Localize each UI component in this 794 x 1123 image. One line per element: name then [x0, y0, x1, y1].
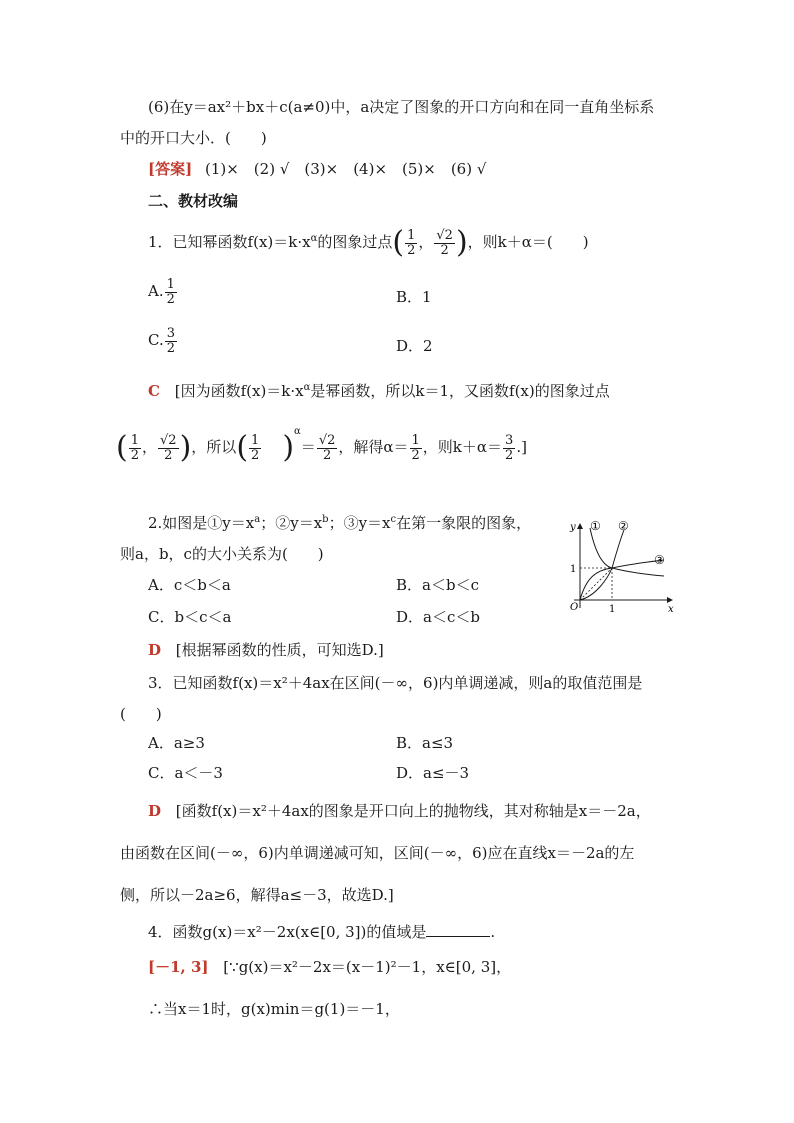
- p3-stem-line2: ( ): [120, 705, 162, 723]
- graph-label-1: ①: [590, 519, 601, 533]
- p2-option-b: B．a＜b＜c: [396, 576, 479, 594]
- graph-label-x: x: [668, 604, 674, 615]
- power-function-graph: [560, 516, 680, 616]
- p2-solution-letter: D: [148, 641, 162, 659]
- curve-2: [580, 530, 624, 600]
- p2-stem-line2: 则a，b，c的大小关系为( ): [120, 545, 324, 563]
- graph-origin: O: [570, 602, 579, 613]
- p1-option-a: A. $\frac{1}{2}$: [148, 277, 175, 307]
- p2-option-c: C．b＜c＜a: [148, 608, 232, 626]
- p1-solution-line1: C [因为函数$f(x)=k\cdot x^\alpha$是幂函数，所以k＝1，又函数f(x)的图象过点: [148, 382, 610, 400]
- p3-option-d: D．a≤－3: [396, 764, 470, 782]
- p3-solution-letter: D: [148, 802, 162, 820]
- answers-row: [148, 160, 486, 178]
- p4-solution-line1: [－1, 3] [∵g(x)＝x²－2x＝(x－1)²－1，x∈[0, 3]，: [148, 958, 512, 976]
- p3-stem-line1: 3．已知函数f(x)＝x²＋4ax在区间(－∞，6)内单调递减，则a的取值范围是: [148, 674, 643, 692]
- p3-solution-line1: D [函数f(x)＝x²＋4ax的图象是开口向上的抛物线，其对称轴是x＝－2a，: [148, 802, 651, 820]
- p3-option-c: C．a＜－3: [148, 764, 223, 782]
- graph-label-y: y: [570, 522, 576, 533]
- p1-stem-b: 的图象过点: [317, 233, 393, 251]
- p1-stem-c: ，则k＋α＝( ): [467, 233, 589, 251]
- problem-1-stem: 1．已知幂函数$f(x)=k\cdot x^\alpha$的图象过点( $\frac{1}{2}$ ， $\frac{√2}{2}$ )，则k＋α＝( ): [148, 225, 589, 260]
- p2-option-a: A．c＜b＜a: [148, 576, 231, 594]
- p3-option-b: B．a≤3: [396, 734, 454, 752]
- question-6-line2: 中的开口大小．( ): [120, 129, 267, 147]
- curve-1: [590, 528, 664, 576]
- graph-label-3: ③: [654, 553, 665, 567]
- p3-option-a: A．a≥3: [148, 734, 205, 752]
- answers-label: [答案]: [148, 160, 193, 178]
- p2-option-d: D．a＜c＜b: [396, 608, 480, 626]
- p1-paren-close: ): [455, 225, 468, 260]
- graph-label-2: ②: [618, 519, 629, 533]
- p3-solution-line2: 由函数在区间(－∞，6)内单调递减可知，区间(－∞，6)应在直线x＝－2a的左: [120, 844, 635, 862]
- p3-solution-line3: 侧，所以－2a≥6，解得a≤－3，故选D.]: [120, 886, 394, 904]
- p1-option-b: B．1: [396, 288, 432, 306]
- p1-option-d: D．2: [396, 337, 433, 355]
- p4-solution-answer: [－1, 3]: [148, 958, 209, 976]
- graph-tick-x: 1: [609, 604, 616, 615]
- p4-solution-line2: ∴当x＝1时，g(x)min＝g(1)＝－1，: [148, 1000, 400, 1018]
- p2-stem-line1: 2.如图是$①y=x^a$；$②y=x^b$；$③y=x^c$在第一象限的图象，: [148, 514, 532, 532]
- section-title: 二、教材改编: [148, 192, 239, 210]
- graph-dashed-diag: [580, 568, 612, 600]
- p2-solution: D [根据幂函数的性质，可知选D.]: [148, 641, 384, 659]
- p1-paren-open: (: [392, 225, 405, 260]
- p1-option-c: C. $\frac{3}{2}$: [148, 326, 175, 356]
- p1-solution-letter: C: [148, 382, 160, 400]
- p1-point-x: $\frac{1}{2}$: [407, 227, 416, 258]
- answers-text: (1)× (2) √ (3)× (4)× (5)× (6) √: [204, 160, 487, 178]
- graph-tick-y: 1: [570, 564, 577, 575]
- p4-stem: 4．函数g(x)＝x²－2x(x∈[0, 3])的值域是 .: [148, 923, 496, 941]
- p1-solution-line2: ( $\frac{1}{2}$ ， $\frac{√2}{2}$ )，所以( $\frac{1}{2}$ )$^\alpha$＝ $\frac{√2}{2}$ ，解得α＝ $\frac{1}{2}$ ，则k＋α＝ $\frac{3}{2}$ .]: [116, 426, 527, 465]
- question-6-line1: (6)在y＝ax²＋bx＋c(a≠0)中，a决定了图象的开口方向和在同一直角坐标系: [148, 98, 655, 116]
- p1-stem-sup: α: [310, 233, 318, 244]
- p4-answer-blank[interactable]: [426, 922, 490, 937]
- p1-point-y: $\frac{√2}{2}$: [436, 227, 453, 258]
- p1-stem-a: 1．已知幂函数f(x)＝k·x: [148, 233, 311, 251]
